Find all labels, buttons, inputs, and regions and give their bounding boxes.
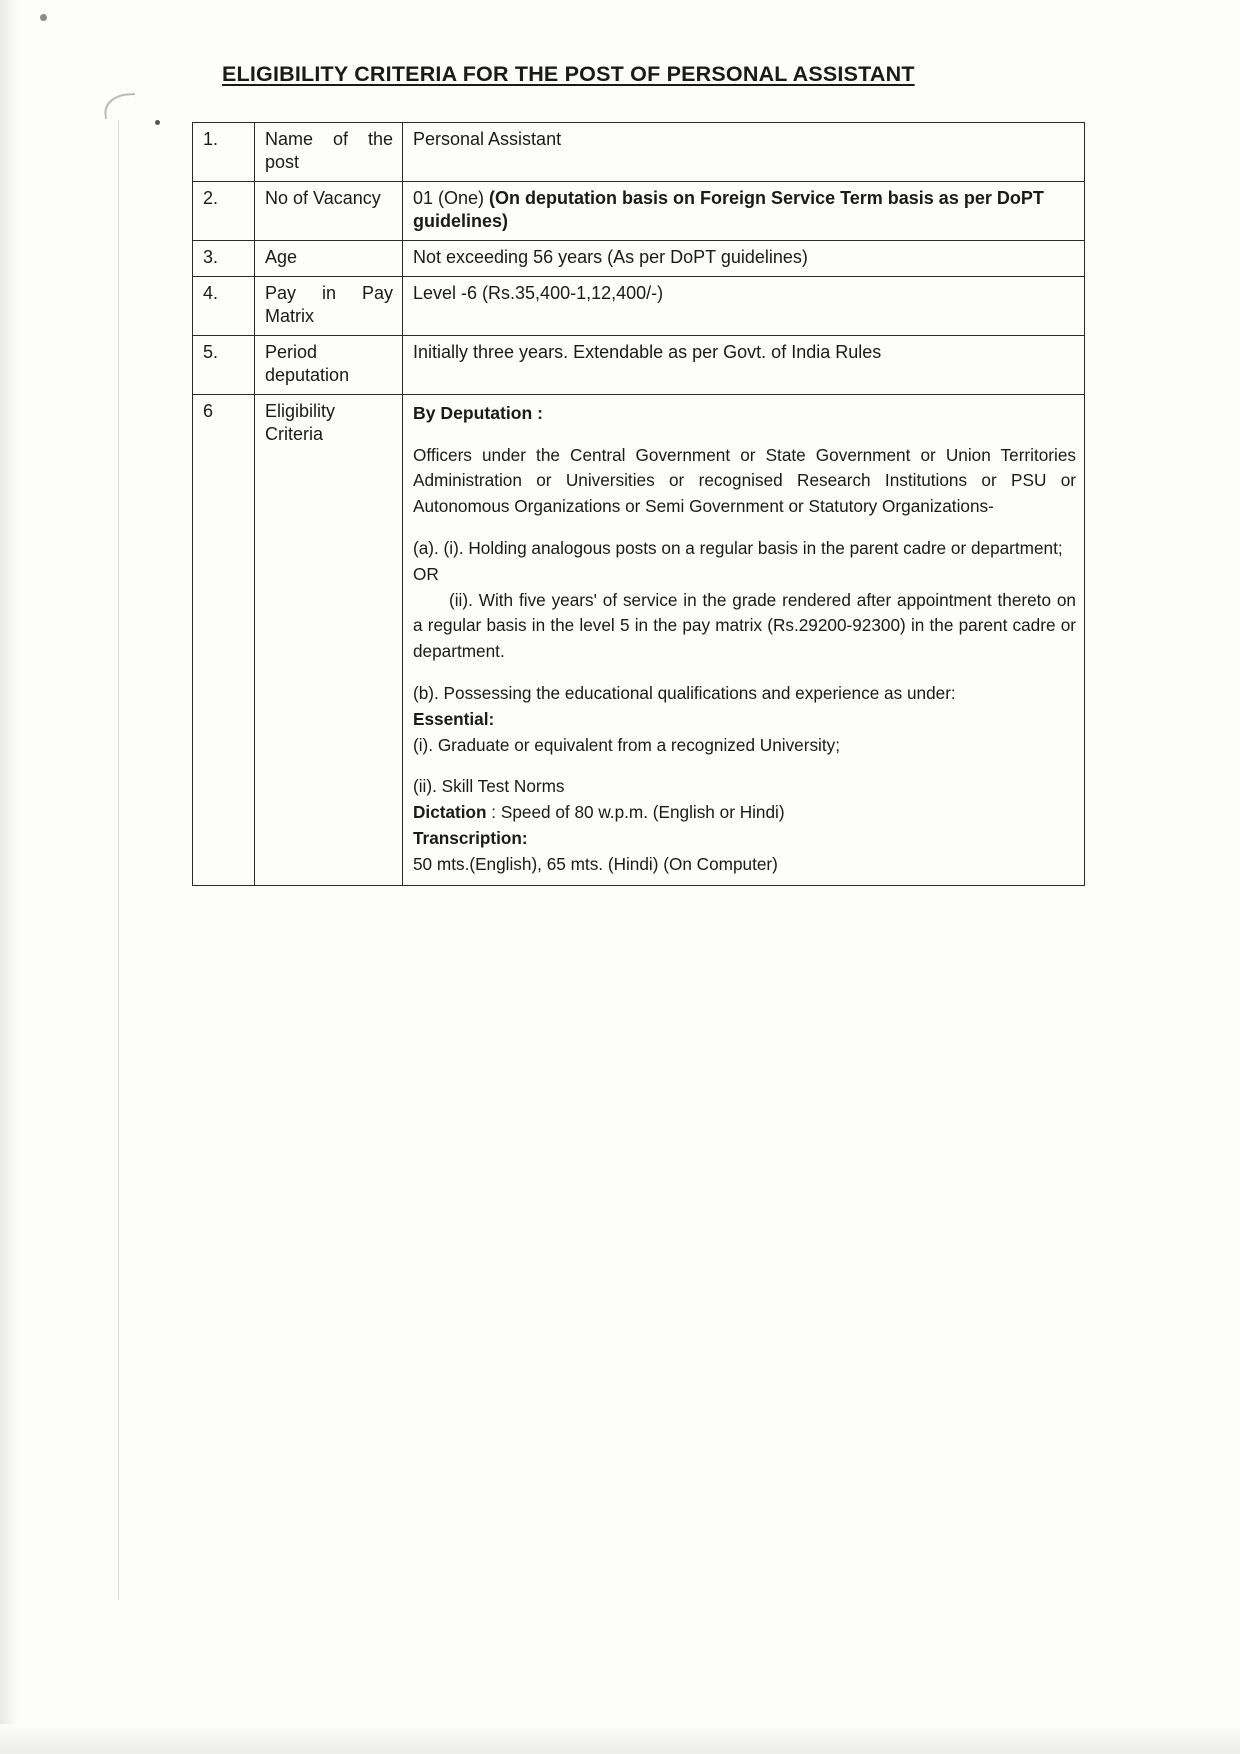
row-serial-number: 4. [193, 277, 255, 336]
label-word: Matrix [265, 306, 314, 327]
label-word: post [265, 152, 300, 173]
clause-a-i: (a). (i). Holding analogous posts on a regular basis in the parent cadre or department; OR [413, 538, 1063, 584]
table-row [193, 395, 1085, 885]
clause-b: (b). Possessing the educational qualifications and experience as under: [413, 683, 956, 704]
scan-edge-left [0, 0, 18, 1754]
label-word: Eligibility [265, 401, 336, 422]
page-title: ELIGIBILITY CRITERIA FOR THE POST OF PERSONAL ASSISTANT [222, 62, 915, 86]
row-label-eligibility-criteria [255, 395, 403, 885]
row-label-age: Age [255, 241, 403, 277]
row-value-age: Not exceeding 56 years (As per DoPT guidelines) [403, 241, 1085, 277]
scan-edge-bottom [0, 1724, 1240, 1754]
label-word: Name [265, 129, 314, 149]
label-word: Criteria [265, 424, 324, 445]
eligibility-body [413, 400, 1076, 877]
label-word: deputation [265, 365, 350, 386]
transcription-label-text: Transcription: [413, 828, 528, 849]
eligibility-criteria-table [192, 122, 1085, 886]
scan-arc-mark-icon [103, 93, 137, 119]
table-row [193, 277, 1085, 336]
vacancy-count: 01 (One) [413, 188, 490, 209]
label-word: Pay [361, 283, 393, 304]
essential-item-i: (i). Graduate or equivalent from a recognized University; [413, 734, 841, 755]
officers-paragraph: Officers under the Central Government or State Government or Union Territories Administration or Universities or recognised Research Institutions or PSU or Autonomous Organizations or Semi Government or Statutory Organizations- [413, 444, 1076, 517]
transcription-label [413, 826, 1076, 852]
label-word: Pay [265, 283, 297, 304]
row-label-period-deputation [255, 336, 403, 395]
row-serial-number: 3. [193, 241, 255, 277]
label-word: of [332, 129, 348, 149]
essential-label [413, 707, 1076, 733]
skill-test-norms: (ii). Skill Test Norms [413, 776, 565, 797]
row-value-eligibility-criteria [403, 395, 1085, 885]
row-value-period: Initially three years. Extendable as per Govt. of India Rules [403, 336, 1085, 395]
clause-a-ii-text: (ii). With five years' of service in the grade rendered after appointment thereto on a regular basis in the level 5 in the pay matrix (Rs.29200-92300) in the parent cadre or department. [413, 589, 1076, 662]
label-word: the [367, 129, 393, 149]
scan-vertical-line [118, 120, 119, 1600]
row-serial-number: 2. [193, 182, 255, 241]
dictation-label: Dictation [413, 802, 487, 823]
row-label-name-of-post [255, 123, 403, 182]
row-label-pay-matrix [255, 277, 403, 336]
row-value-post-name: Personal Assistant [403, 123, 1085, 182]
essential-label-text: Essential: [413, 708, 495, 729]
row-value-vacancy [403, 182, 1085, 241]
row-serial-number: 5. [193, 336, 255, 395]
label-word: Period [265, 342, 318, 363]
row-serial-number: 1. [193, 123, 255, 182]
clause-a-ii [413, 588, 1076, 665]
by-deputation-heading: By Deputation : [413, 403, 543, 424]
table-row [193, 123, 1085, 182]
scan-speck-icon [40, 14, 47, 21]
row-label-vacancy: No of Vacancy [255, 182, 403, 241]
row-value-pay-level: Level -6 (Rs.35,400-1,12,400/-) [403, 277, 1085, 336]
row-serial-number: 6 [193, 395, 255, 885]
dictation-value: : Speed of 80 w.p.m. (English or Hindi) [486, 802, 785, 823]
scan-speck-icon [155, 120, 160, 125]
vacancy-note: (On deputation basis on Foreign Service Term basis as per DoPT guidelines) [413, 188, 1044, 232]
label-word: in [321, 283, 336, 304]
transcription-value: 50 mts.(English), 65 mts. (Hindi) (On Computer) [413, 853, 778, 874]
table-row [193, 241, 1085, 277]
dictation-line [413, 800, 1076, 826]
table-row [193, 182, 1085, 241]
table-row [193, 336, 1085, 395]
